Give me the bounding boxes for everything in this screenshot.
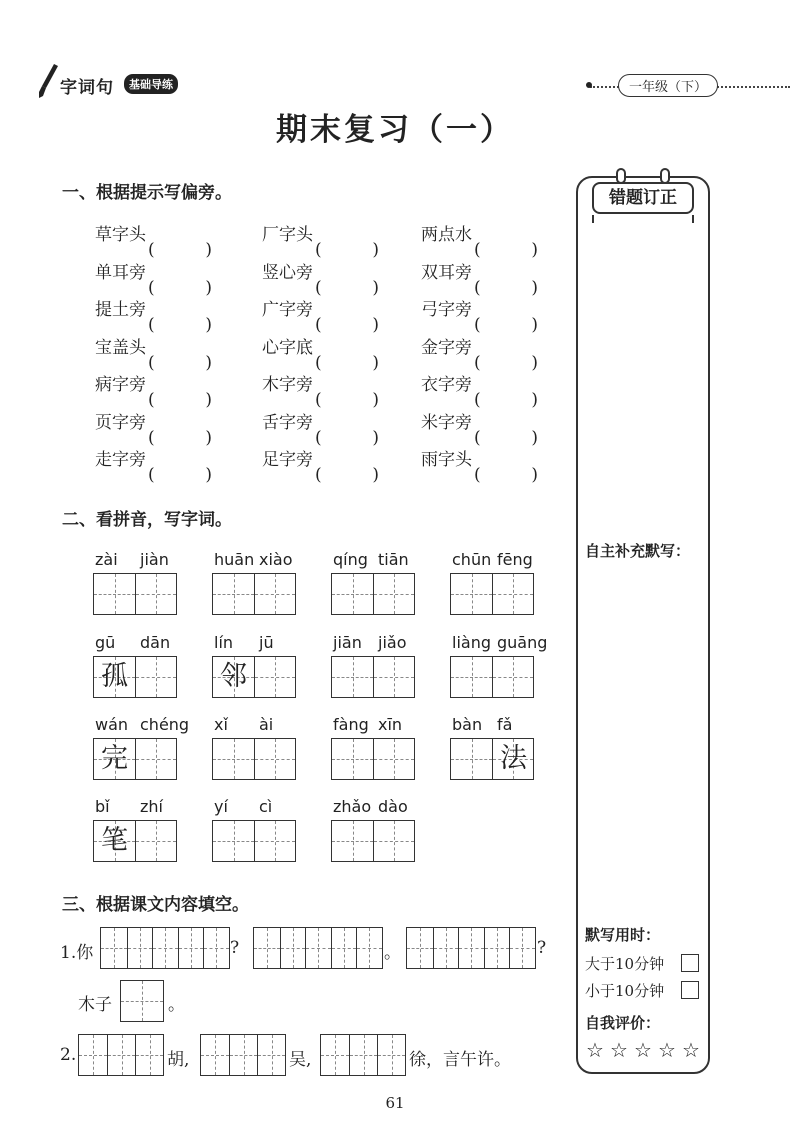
supplement-label: 自主补充默写： [585, 542, 691, 560]
grid-cell[interactable] [213, 739, 254, 779]
writing-grid[interactable] [212, 738, 296, 780]
pinyin-syllable: gū [95, 633, 116, 652]
pinyin-syllable: jiàn [140, 550, 169, 569]
q1-blank-3[interactable] [406, 927, 536, 969]
pinyin-syllable: cì [259, 797, 273, 816]
writing-grid[interactable] [450, 656, 534, 698]
pinyin-syllable: xīn [378, 715, 403, 734]
grid-cell[interactable] [373, 574, 414, 614]
writing-grid[interactable] [331, 820, 415, 862]
radical-label: 舌字旁 [262, 412, 313, 433]
grid-char [451, 739, 492, 779]
radical-item [421, 333, 540, 358]
pinyin-syllable: zhí [140, 797, 163, 816]
q1-blank-4[interactable] [120, 980, 164, 1022]
grid-char [213, 821, 254, 861]
radical-label: 双耳旁 [421, 262, 472, 283]
grid-cell[interactable] [332, 739, 373, 779]
grid-cell[interactable] [254, 657, 295, 697]
radical-label: 走字旁 [95, 450, 146, 470]
grid-cell[interactable] [135, 574, 176, 614]
star-icon[interactable]: ☆ [634, 1038, 654, 1062]
section1-heading: 一、根据提示写偏旁。 [62, 183, 232, 203]
grid-cell[interactable] [332, 574, 373, 614]
grid-char [332, 821, 373, 861]
q1-mark-2: 。 [384, 943, 401, 963]
option-more-checkbox[interactable] [681, 954, 699, 972]
grid-cell[interactable] [254, 574, 295, 614]
grid-cell[interactable] [254, 739, 295, 779]
radical-item [262, 258, 381, 283]
grid-cell[interactable] [373, 657, 414, 697]
grid-char [374, 821, 415, 861]
pinyin-syllable: liàng [452, 633, 491, 652]
writing-grid[interactable] [450, 738, 534, 780]
radical-item [421, 408, 540, 433]
grid-char [493, 574, 534, 614]
writing-grid[interactable] [450, 573, 534, 615]
pinyin-syllable: xǐ [214, 715, 228, 734]
radical-item [95, 445, 214, 470]
grid-cell[interactable] [492, 574, 533, 614]
pinyin-syllable: huān [214, 550, 255, 569]
radical-item [421, 220, 540, 245]
radical-label: 草字头 [95, 225, 146, 245]
pinyin-syllable: fǎ [497, 715, 513, 734]
pinyin-syllable: qíng [333, 550, 368, 569]
grid-cell[interactable] [332, 657, 373, 697]
grid-char [255, 657, 296, 697]
grid-char: 完 [101, 743, 128, 774]
radical-item [262, 295, 381, 320]
panel-head-bracket [592, 215, 694, 223]
grid-cell[interactable] [254, 821, 295, 861]
grid-char [255, 821, 296, 861]
radical-item [262, 333, 381, 358]
brush-icon [38, 62, 60, 100]
grid-cell[interactable] [94, 574, 135, 614]
writing-grid[interactable] [212, 656, 296, 698]
pinyin-syllable: wán [95, 715, 129, 734]
radical-item [95, 408, 214, 433]
grid-cell[interactable] [492, 657, 533, 697]
pinyin-syllable: zhǎo [333, 797, 372, 816]
pinyin-syllable: guāng [497, 633, 548, 652]
radical-label: 木字旁 [262, 375, 313, 395]
grid-char [136, 574, 177, 614]
q2-blank-2[interactable] [200, 1034, 286, 1076]
grid-char [255, 574, 296, 614]
grid-char [451, 574, 492, 614]
radical-label: 广字旁 [262, 300, 313, 320]
time-label: 默写用时： [585, 926, 661, 944]
q2-blank-3[interactable] [320, 1034, 406, 1076]
grade-badge: 一年级（下） [618, 74, 718, 97]
grid-char [332, 574, 373, 614]
pinyin-syllable: jū [259, 633, 274, 652]
q2-blank-1[interactable] [78, 1034, 164, 1076]
writing-grid[interactable] [331, 656, 415, 698]
grid-cell[interactable] [332, 821, 373, 861]
grid-char [493, 657, 534, 697]
grid-char [213, 574, 254, 614]
q1-line2-start: 木子 [78, 995, 112, 1015]
grid-char [136, 821, 177, 861]
grid-cell[interactable] [135, 657, 176, 697]
pinyin-syllable: fàng [333, 715, 369, 734]
pinyin-syllable: bǐ [95, 797, 110, 816]
grid-char [332, 657, 373, 697]
grid-char: 孤 [101, 661, 128, 692]
grid-char [136, 657, 177, 697]
grid-cell[interactable] [213, 821, 254, 861]
radical-label: 病字旁 [95, 375, 146, 395]
grid-char [374, 739, 415, 779]
radical-item [262, 220, 381, 245]
star-icon[interactable]: ☆ [610, 1038, 630, 1062]
pinyin-syllable: zài [95, 550, 118, 569]
self-eval-label: 自我评价： [585, 1014, 661, 1032]
grid-cell[interactable] [451, 657, 492, 697]
radical-label: 提土旁 [95, 300, 146, 320]
pinyin-syllable: lín [214, 633, 234, 652]
writing-grid[interactable] [331, 573, 415, 615]
pinyin-syllable: chūn [452, 550, 492, 569]
pinyin-syllable: ài [259, 715, 274, 734]
radical-label: 足字旁 [262, 450, 313, 470]
option-less-checkbox[interactable] [681, 981, 699, 999]
radical-label: 米字旁 [421, 412, 472, 433]
radical-item [95, 295, 214, 320]
logo [38, 62, 198, 100]
section3-heading: 三、根据课文内容填空。 [62, 895, 249, 915]
grid-cell[interactable] [94, 739, 135, 779]
pinyin-syllable: yí [214, 797, 228, 816]
pinyin-syllable: tiān [378, 550, 409, 569]
radical-label: 单耳旁 [95, 262, 146, 283]
writing-grid[interactable] [93, 656, 177, 698]
radical-item [421, 295, 540, 320]
page-number: 61 [385, 1094, 405, 1112]
q2-text-3: 徐，言午许。 [409, 1050, 511, 1070]
writing-grid[interactable] [93, 820, 177, 862]
pinyin-syllable: bàn [452, 715, 483, 734]
pinyin-syllable: dān [140, 633, 171, 652]
header-dot [586, 82, 592, 88]
radical-label: 页字旁 [95, 412, 146, 433]
correction-panel-title: 错题订正 [592, 182, 694, 214]
grid-char: 法 [500, 743, 527, 774]
star-icon[interactable]: ☆ [586, 1038, 606, 1062]
radical-label: 厂字头 [262, 225, 313, 245]
grid-cell[interactable] [451, 739, 492, 779]
q1-mark-3: ? [537, 938, 547, 958]
option-more-label: 大于10分钟 [585, 955, 665, 973]
grid-char [94, 574, 135, 614]
pinyin-syllable: fēng [497, 550, 533, 569]
grid-cell[interactable] [94, 657, 135, 697]
radical-item [95, 258, 214, 283]
grid-cell[interactable] [492, 739, 533, 779]
grid-cell[interactable] [213, 657, 254, 697]
radical-item [262, 445, 381, 470]
q2-text-1: 胡, [167, 1050, 190, 1070]
star-icon[interactable]: ☆ [682, 1038, 702, 1062]
radical-item [421, 370, 540, 395]
grid-char [451, 657, 492, 697]
grid-cell[interactable] [373, 821, 414, 861]
grid-cell[interactable] [135, 739, 176, 779]
writing-grid[interactable] [212, 573, 296, 615]
q1-blank-1[interactable] [100, 927, 230, 969]
grid-char: 邻 [220, 661, 247, 692]
q1-blank-2[interactable] [253, 927, 383, 969]
writing-grid[interactable] [212, 820, 296, 862]
radical-item [95, 333, 214, 358]
section2-heading: 二、看拼音，写字词。 [62, 510, 232, 530]
star-rating[interactable] [584, 1038, 704, 1062]
radical-item [95, 370, 214, 395]
q2-number: 2. [60, 1045, 77, 1065]
pinyin-syllable: xiào [259, 550, 293, 569]
pinyin-syllable: chéng [140, 715, 190, 734]
grid-cell[interactable] [373, 739, 414, 779]
radical-label: 金字旁 [421, 337, 472, 358]
radical-label: 衣字旁 [421, 375, 472, 395]
writing-grid[interactable] [93, 738, 177, 780]
grid-char: 笔 [101, 825, 128, 856]
radical-item [262, 408, 381, 433]
radical-item [95, 220, 214, 245]
logo-badge: 基础导练 [124, 74, 178, 94]
q1-line2-end: 。 [168, 995, 185, 1015]
q2-text-2: 吴, [289, 1050, 312, 1070]
star-icon[interactable]: ☆ [658, 1038, 678, 1062]
radical-label: 心字底 [262, 337, 313, 358]
radical-label: 竖心旁 [262, 262, 313, 283]
radical-label: 雨字头 [421, 450, 472, 470]
page-title: 期末复习（一） [276, 112, 514, 148]
grid-char [136, 739, 177, 779]
grid-char [255, 739, 296, 779]
grid-cell[interactable] [213, 574, 254, 614]
grid-char [374, 574, 415, 614]
logo-text: 字词句 [60, 78, 114, 98]
q1-number: 1.你 [60, 943, 94, 963]
pinyin-syllable: dào [378, 797, 408, 816]
radical-item [421, 258, 540, 283]
grid-cell[interactable] [135, 821, 176, 861]
grid-char [213, 739, 254, 779]
radical-label: 弓字旁 [421, 300, 472, 320]
writing-grid[interactable] [331, 738, 415, 780]
radical-item [262, 370, 381, 395]
option-less-label: 小于10分钟 [585, 982, 665, 1000]
grid-char [374, 657, 415, 697]
radical-label: 宝盖头 [95, 337, 146, 358]
pinyin-syllable: jiǎo [378, 633, 407, 652]
radical-label: 两点水 [421, 225, 472, 245]
q1-mark-1: ? [230, 938, 240, 958]
pinyin-syllable: jiān [333, 633, 362, 652]
grid-cell[interactable] [451, 574, 492, 614]
grid-char [332, 739, 373, 779]
grid-cell[interactable] [94, 821, 135, 861]
radical-item [421, 445, 540, 470]
writing-grid[interactable] [93, 573, 177, 615]
